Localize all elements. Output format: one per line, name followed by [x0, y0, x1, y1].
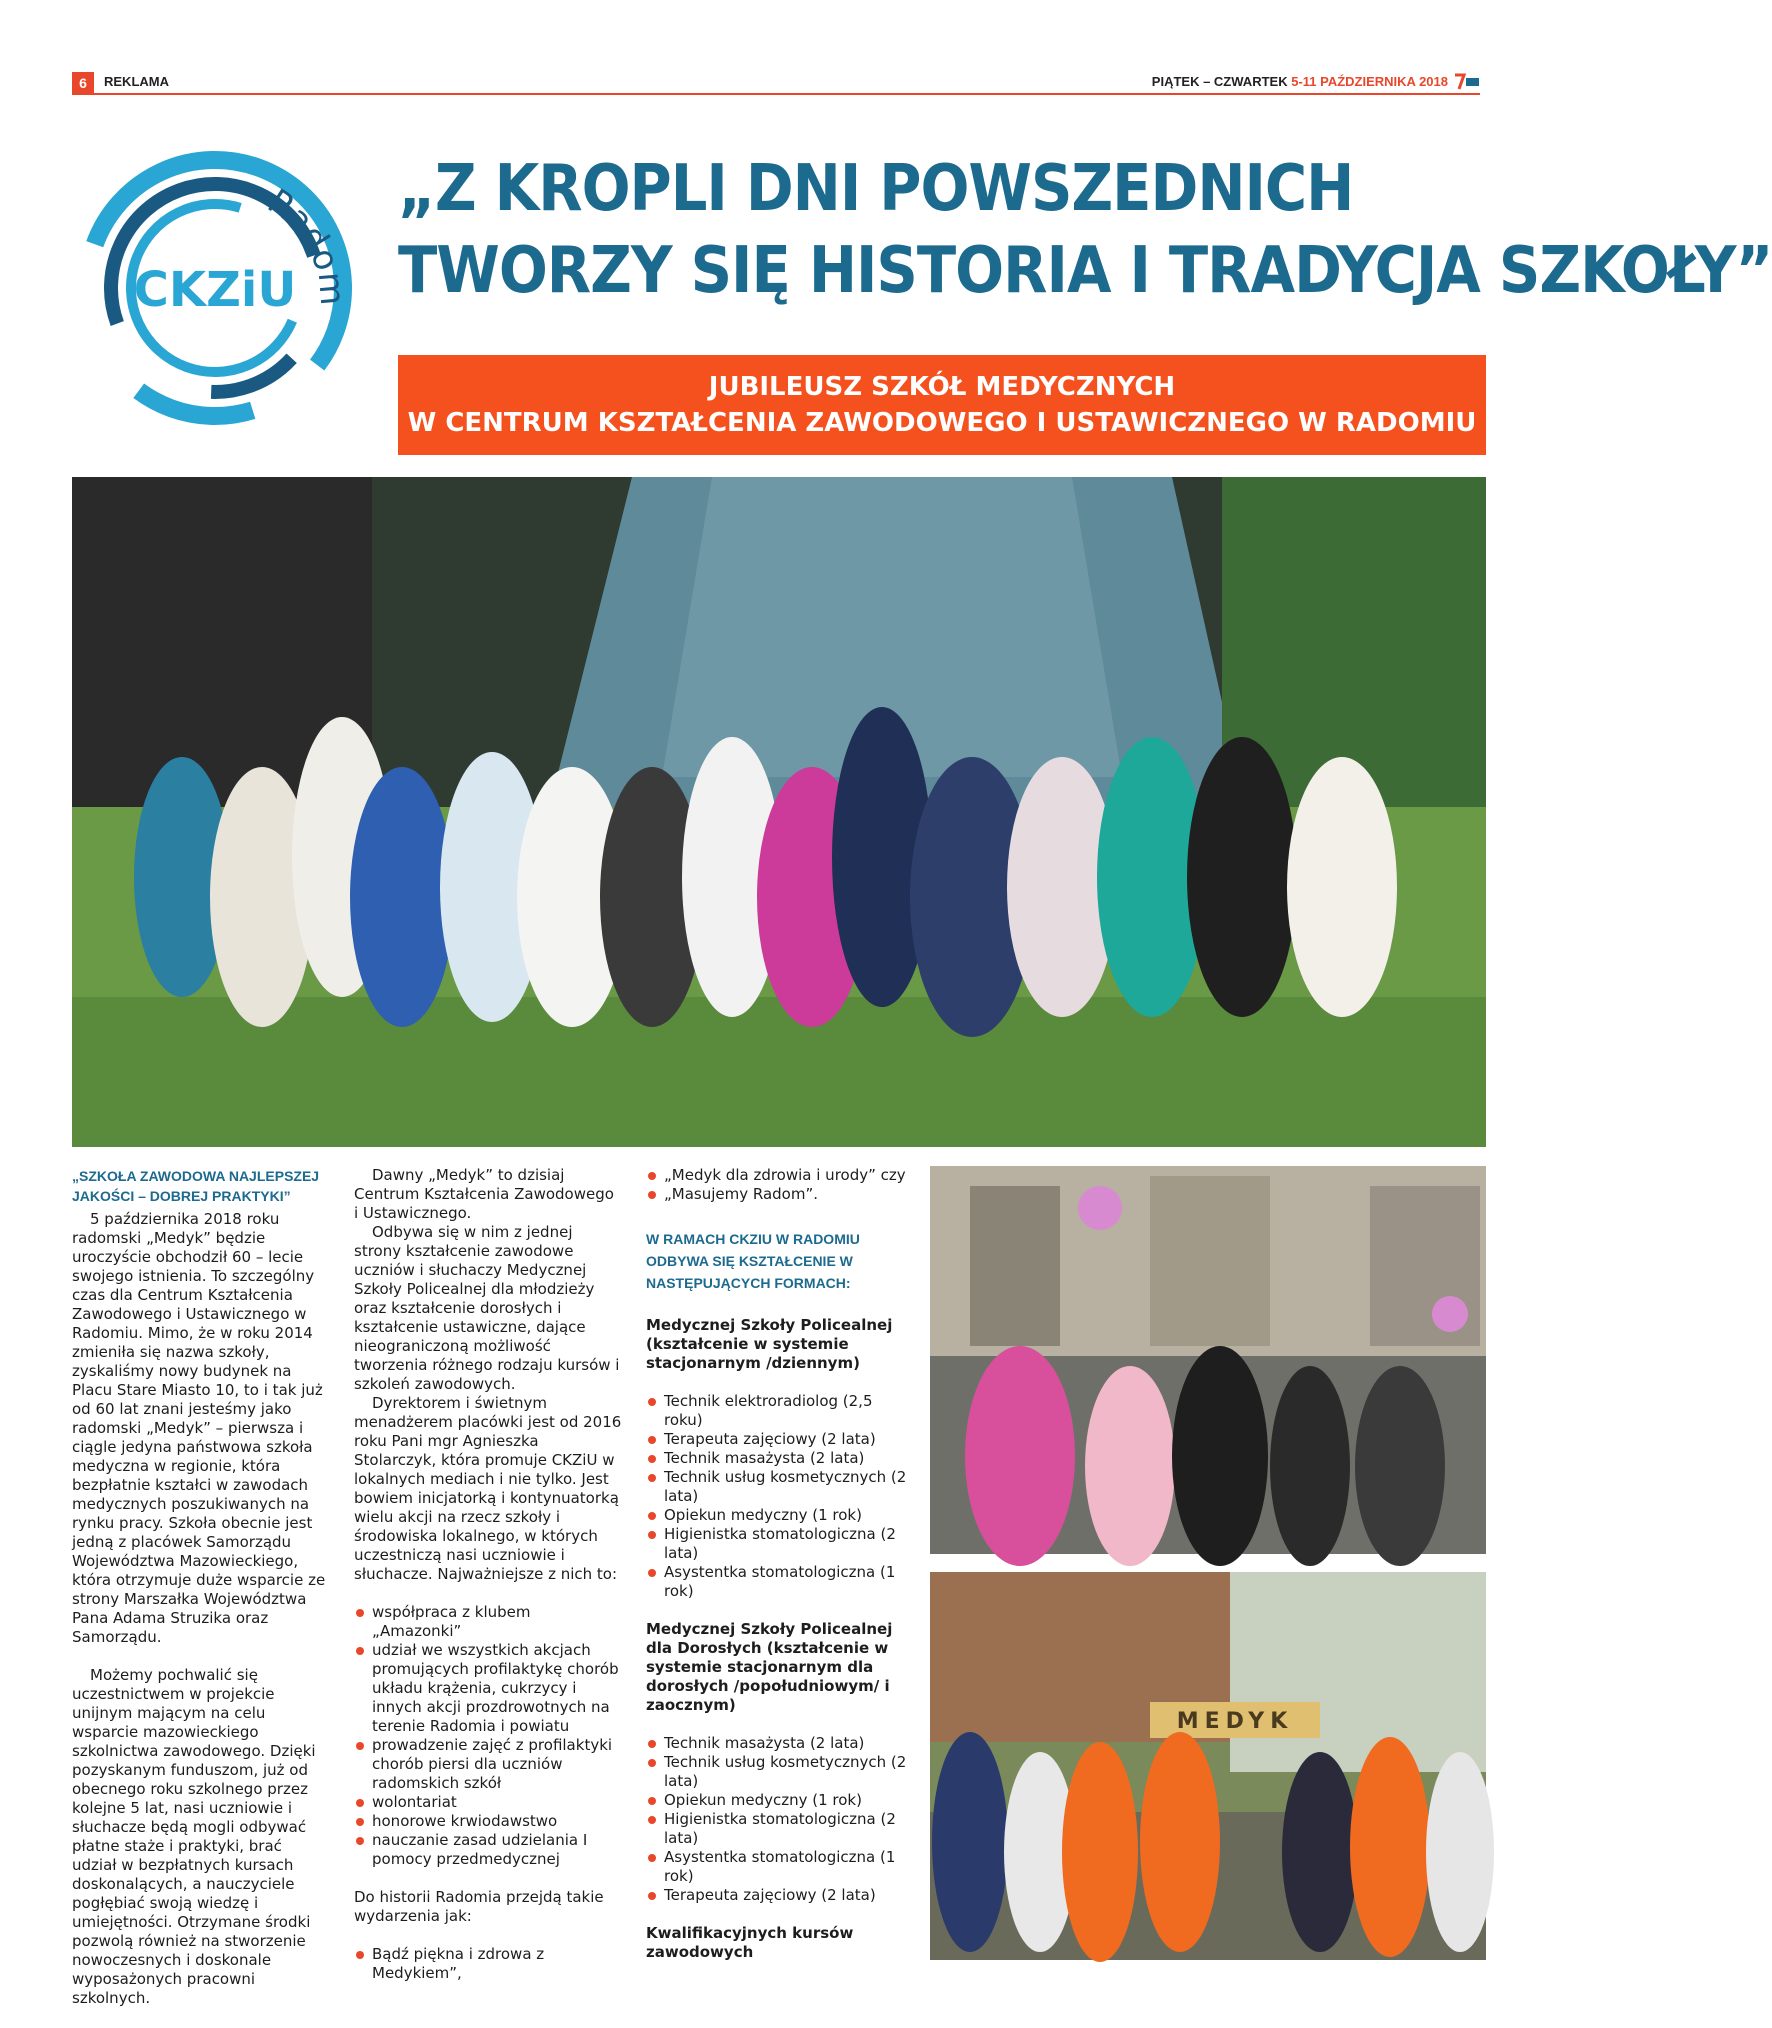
article-paragraph: Dyrektorem i świetnym menadżerem placówki jest od 2016 roku Pani mgr Agnieszka Stolarczyk, która promuje CKZiU w lokalnych mediach i nie tylko. Jest bowiem inicjatorką i kontynuatorką wielu akcji na rzecz szkoły i środowiska lokalnego, w których uczestniczą nasi uczniowie i słuchacze. Najważniejsze z nich to:: [354, 1394, 622, 1583]
section-label: REKLAMA: [104, 74, 169, 89]
article-paragraph: Dawny „Medyk” to dzisiaj Centrum Kształcenia Zawodowego i Ustawicznego.: [354, 1166, 614, 1222]
banner-line-1: JUBILEUSZ SZKÓŁ MEDYCZNYCH: [708, 372, 1176, 402]
school-heading: Medycznej Szkoły Policealnej dla Dorosłych (kształcenie w systemie stacjonarnym dla dorosłych /popołudniowym/ i zaocznym): [646, 1620, 893, 1714]
issue-date: [1152, 74, 1448, 89]
page-number: 6: [72, 72, 94, 94]
article-paragraph: Możemy pochwalić się uczestnictwem w projekcie unijnym mającym na celu wsparcie mazowieckiego szkolnictwa zawodowego. Dzięki pozyskanym funduszom, już od obecnego roku szkolnego przez kolejne 5 lat, nasi uczniowie i słuchacze będą mogli odbywać płatne staże i praktyki, brać udział w bezpłatnych kursach doskonalących, a nauczyciele pogłębiać swoją wiedzę i umiejętności. Otrzymane środki pozwolą również na stworzenie nowoczesnych i doskonale wyposażonych pracowni szkolnych.: [72, 1666, 316, 2007]
list-item: prowadzenie zajęć z profilaktyki chorób piersi dla uczniów radomskich szkół: [354, 1736, 622, 1793]
list-item: Asystentka stomatologiczna (1 rok): [646, 1848, 910, 1886]
school-heading: Kwalifikacyjnych kursów zawodowych: [646, 1924, 854, 1961]
list-item: honorowe krwiodawstwo: [354, 1812, 622, 1831]
list-item: Higienistka stomatologiczna (2 lata): [646, 1810, 910, 1848]
issue-date-range: 5-11 PAŹDZIERNIKA 2018: [1291, 74, 1448, 89]
headline-line-1: „Z KROPLI DNI POWSZEDNICH: [398, 152, 1354, 226]
article-lead-heading: „SZKOŁA ZAWODOWA NAJLEPSZEJ JAKOŚCI – DOBREJ PRAKTYKI”: [72, 1168, 320, 1204]
group-photo: [72, 477, 1486, 1147]
list-item: udział we wszystkich akcjach promujących profilaktykę chorób układu krążenia, cukrzycy i innych akcji prozdrowotnych na terenie Radomia i powiatu: [354, 1641, 622, 1736]
issue-date-prefix: PIĄTEK – CZWARTEK: [1151, 74, 1288, 89]
ckziu-logo: [70, 138, 360, 438]
medyk-banner-text: MEDYK: [1176, 1709, 1294, 1734]
event-photo-street: [930, 1166, 1486, 1554]
list-item: Asystentka stomatologiczna (1 rok): [646, 1563, 910, 1601]
list-item: Terapeuta zajęciowy (2 lata): [646, 1886, 910, 1905]
list-item: Opiekun medyczny (1 rok): [646, 1506, 910, 1525]
list-item: Opiekun medyczny (1 rok): [646, 1791, 910, 1810]
article-paragraph: Do historii Radomia przejdą takie wydarzenia jak:: [354, 1888, 604, 1925]
list-item: nauczanie zasad udzielania I pomocy przedmedycznej: [354, 1831, 622, 1869]
header-rule: [72, 93, 1480, 95]
headline-line-2: TWORZY SIĘ HISTORIA I TRADYCJA SZKOŁY”: [398, 234, 1772, 308]
list-item: „Medyk dla zdrowia i urody” czy: [646, 1166, 910, 1185]
list-item: Technik masażysta (2 lata): [646, 1734, 910, 1753]
article-paragraph: Odbywa się w nim z jednej strony kształcenie zawodowe uczniów i słuchaczy Medycznej Szkoły Policealnej dla młodzieży oraz kształcenie dorosłych i kształcenie ustawiczne, dające nieograniczoną możliwość tworzenia różnego rodzaju kursów i szkoleń zawodowych.: [354, 1223, 620, 1393]
education-forms-heading: W RAMACH CKZIU W RADOMIU ODBYWA SIĘ KSZTAŁCENIE W NASTĘPUJĄCYCH FORMACH:: [646, 1231, 860, 1291]
banner-line-2: W CENTRUM KSZTAŁCENIA ZAWODOWEGO I USTAWICZNEGO W RADOMIU: [407, 408, 1477, 438]
initiatives-list: [354, 1603, 622, 1869]
list-item: wolontariat: [354, 1793, 622, 1812]
newspaper-brand-icon: [1452, 72, 1480, 92]
logo-main-text: CKZiU: [133, 262, 297, 318]
events-list: [354, 1945, 622, 1983]
list-item: Technik masażysta (2 lata): [646, 1449, 910, 1468]
list-item: Technik usług kosmetycznych (2 lata): [646, 1468, 910, 1506]
list-item: Terapeuta zajęciowy (2 lata): [646, 1430, 910, 1449]
list-item: „Masujemy Radom”.: [646, 1185, 910, 1204]
list-item: Technik elektroradiolog (2,5 roku): [646, 1392, 910, 1430]
event-photo-park: [930, 1572, 1486, 1960]
article-column-3: [646, 1166, 910, 1981]
school-2-programs: [646, 1734, 910, 1905]
list-item: współpraca z klubem „Amazonki”: [354, 1603, 622, 1641]
headline: [398, 148, 1772, 312]
list-item: Bądź piękna i zdrowa z Medykiem”,: [354, 1945, 622, 1983]
school-heading: Medycznej Szkoły Policealnej (kształcenie w systemie stacjonarnym /dziennym): [646, 1316, 893, 1372]
school-1-programs: [646, 1392, 910, 1601]
list-item: Technik usług kosmetycznych (2 lata): [646, 1753, 910, 1791]
article-paragraph: 5 października 2018 roku radomski „Medyk” będzie uroczyście obchodził 60 – lecie swojego istnienia. To szczególny czas dla Centrum Kształcenia Zawodowego i Ustawicznego w Radomiu. Mimo, że w roku 2014 zmieniła się nazwa szkoły, zyskaliśmy nowy budynek na Placu Stare Miasto 10, to i tak już od 60 lat znani jesteśmy jako radomski „Medyk” – pierwsza i ciągle jedyna państwowa szkoła medyczna w regionie, która bezpłatnie kształci w zawodach medycznych poszukiwanych na rynku pracy. Szkoła obecnie jest jedną z placówek Samorządu Województwa Mazowieckiego, która otrzymuje duże wsparcie ze strony Marszałka Województwa Pana Adama Struzika oraz Samorządu.: [72, 1210, 326, 1646]
subtitle-banner: [398, 355, 1486, 455]
list-item: Higienistka stomatologiczna (2 lata): [646, 1525, 910, 1563]
logo-arc-text: Radom: [260, 181, 353, 307]
article-column-1: [72, 1166, 330, 2008]
article-column-2: [354, 1166, 622, 1983]
events-list-continued: [646, 1166, 910, 1204]
